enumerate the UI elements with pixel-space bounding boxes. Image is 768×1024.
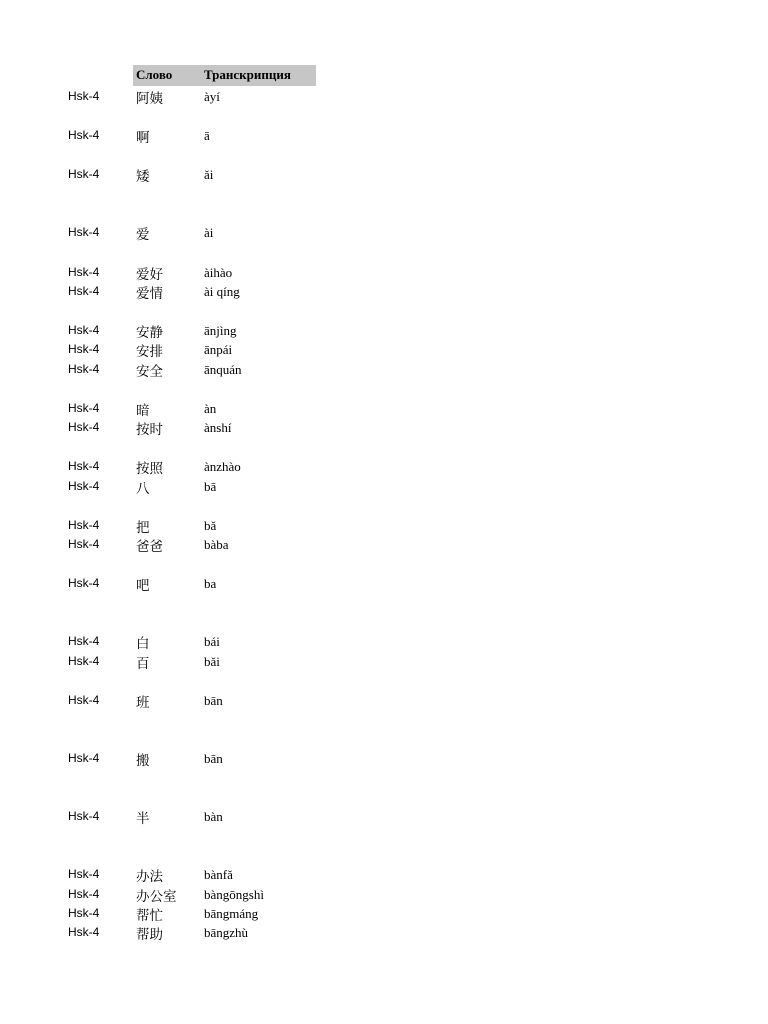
level-cell: Hsk-4 [68,401,100,415]
word-cell: 班 [136,695,150,711]
pinyin-cell: bā [204,479,217,494]
word-cell: 八 [136,481,150,497]
pinyin-cell: bǎi [204,654,220,669]
level-cell: Hsk-4 [68,576,100,590]
level-cell: Hsk-4 [68,459,100,473]
pinyin-cell: ba [204,576,217,591]
word-cell: 帮忙 [136,908,163,924]
word-cell: 安全 [136,364,163,380]
level-cell: Hsk-4 [68,479,100,493]
level-cell: Hsk-4 [68,342,100,356]
table-row [0,340,768,359]
pinyin-cell: bān [204,693,223,708]
word-cell: 啊 [136,130,150,146]
level-cell: Hsk-4 [68,634,100,648]
table-row [0,321,768,340]
word-cell: 办法 [136,869,163,885]
pinyin-cell: ā [204,128,210,143]
pinyin-cell: àyí [204,89,220,104]
pinyin-cell: ānpái [204,342,233,357]
table-row [0,477,768,496]
word-cell: 搬 [136,753,150,769]
level-cell: Hsk-4 [68,128,100,142]
table-row [0,263,768,282]
level-cell: Hsk-4 [68,809,100,823]
table-row [0,516,768,535]
pinyin-cell: ānjìng [204,323,237,338]
level-cell: Hsk-4 [68,867,100,881]
level-cell: Hsk-4 [68,323,100,337]
level-cell: Hsk-4 [68,925,100,939]
pinyin-cell: bàba [204,537,229,552]
header-word: Слово [136,67,173,82]
table-row [0,418,768,437]
word-cell: 安排 [136,344,163,360]
pinyin-cell: bàngōngshì [204,887,264,902]
word-cell: 安静 [136,325,163,341]
table-row [0,865,768,884]
pinyin-cell: ài [204,225,214,240]
table-row [0,652,768,671]
table-row [0,165,768,184]
word-cell: 把 [136,520,150,536]
level-cell: Hsk-4 [68,167,100,181]
level-cell: Hsk-4 [68,693,100,707]
table-row [0,399,768,418]
table-row [0,632,768,651]
word-cell: 暗 [136,403,150,419]
word-cell: 吧 [136,578,150,594]
table-row [0,282,768,301]
word-cell: 帮助 [136,927,163,943]
table-row [0,87,768,106]
table-row [0,691,768,710]
level-cell: Hsk-4 [68,420,100,434]
pinyin-cell: ǎi [204,167,214,182]
word-cell: 办公室 [136,889,177,905]
table-row [0,360,768,379]
table-row [0,223,768,242]
pinyin-cell: bái [204,634,220,649]
table-header [133,65,316,86]
word-cell: 矮 [136,169,150,185]
pinyin-cell: bāngmáng [204,906,259,921]
table-row [0,904,768,923]
word-cell: 白 [136,636,150,652]
pinyin-cell: àn [204,401,217,416]
word-cell: 爱好 [136,267,163,283]
pinyin-cell: ànzhào [204,459,241,474]
table-row [0,885,768,904]
pinyin-cell: bàn [204,809,223,824]
table-row [0,457,768,476]
pinyin-cell: ānquán [204,362,242,377]
level-cell: Hsk-4 [68,906,100,920]
word-cell: 阿姨 [136,91,163,107]
level-cell: Hsk-4 [68,225,100,239]
header-transcription: Транскрипция [204,67,291,82]
pinyin-cell: ànshí [204,420,232,435]
pinyin-cell: àihào [204,265,233,280]
level-cell: Hsk-4 [68,654,100,668]
table-row [0,749,768,768]
table-row [0,535,768,554]
level-cell: Hsk-4 [68,362,100,376]
level-cell: Hsk-4 [68,518,100,532]
level-cell: Hsk-4 [68,284,100,298]
word-cell: 按照 [136,461,163,477]
pinyin-cell: bànfǎ [204,867,233,882]
word-cell: 按时 [136,422,163,438]
level-cell: Hsk-4 [68,89,100,103]
pinyin-cell: bān [204,751,223,766]
level-cell: Hsk-4 [68,887,100,901]
word-cell: 半 [136,811,150,827]
table-row [0,574,768,593]
level-cell: Hsk-4 [68,537,100,551]
table-row [0,923,768,942]
table-row [0,807,768,826]
pinyin-cell: bāngzhù [204,925,249,940]
word-cell: 爱情 [136,286,163,302]
level-cell: Hsk-4 [68,265,100,279]
word-cell: 爱 [136,227,150,243]
table-row [0,126,768,145]
word-cell: 百 [136,656,150,672]
word-cell: 爸爸 [136,539,163,555]
pinyin-cell: bǎ [204,518,217,533]
pinyin-cell: ài qíng [204,284,240,299]
level-cell: Hsk-4 [68,751,100,765]
